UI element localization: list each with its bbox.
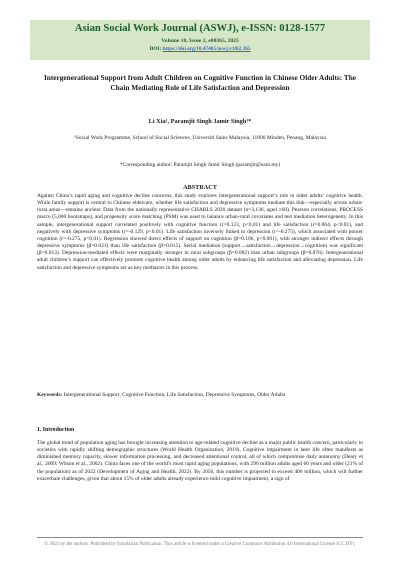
journal-doi bbox=[30, 46, 370, 52]
doi-label: DOI: bbox=[149, 46, 162, 52]
author-list: Li Xia¹, Paramjit Singh Jamir Singh¹* bbox=[148, 118, 252, 125]
journal-volume: Volume 10, Issue 2, e00365, 2025 bbox=[161, 38, 239, 44]
footer-divider bbox=[37, 537, 363, 538]
keywords-text: Intergenerational Support, Cognitive Function, Life Satisfaction, Depressive Symptoms, Older Adults bbox=[62, 392, 286, 398]
doi-link[interactable]: https://doi.org/10.47405/aswj.v10i2.365 bbox=[162, 46, 251, 52]
license-footer: © 2025 by the authors. Published by Scholarian Publication. This article is licensed under a Creative Commons Attribution 4.0 International License (CC BY). bbox=[44, 542, 356, 547]
keywords-line bbox=[37, 392, 363, 399]
corresponding-author: *Corresponding author: Paramjit Singh Jamir Singh (paramjit@usm.my) bbox=[119, 162, 281, 168]
paper-title: Intergenerational Support from Adult Children on Cognitive Function in Chinese Older Adults: The Chain Mediating Role of Life Satisfaction and Depression bbox=[43, 73, 357, 92]
keywords-label: Keywords: bbox=[37, 392, 63, 398]
abstract-heading: ABSTRACT bbox=[183, 184, 217, 191]
abstract-text: Against China’s rapid aging and cognitive decline concerns, this study explores intergenerational support’s role in older adults’ cognitive health. While family support is central to Chinese eldercare, whether life satisfaction and depressive symptoms mediate this link—especially across urban-rural areas—remains unclear. Data from the nationally representative CHARLS 2020 dataset (n=3,136, aged ≥60). Pearson correlations, PROCESS macro (5,000 bootstraps), and propensity score matching (PSM) was used to balance urban-rural covariates and test mediation heterogeneity. In this sample, intergenerational support correlated positively with cognitive function (r=0.123, p<0.01) and life satisfaction (r=0.064, p<0.01), and negatively with depressive symptoms (r=-0.129, p<0.01). Life satisfaction inversely linked to depression (r=-0.275), which associated with poorer cognition (r=-0.275, p<0.01). Regression showed direct effects of support on cognition (β=0.166, p<0.001), with stronger indirect effects through depressive symptoms (β=0.021) than life satisfaction (β=0.015). Serial mediation (support→satisfaction→depression→cognition) was significant (β=0.013). Depression-mediated effects were marginally stronger in rural subgroups (β=0.082) than urban subgroups (β=0.076). Intergenerational adult children’s support can effectively promote cognitive health among older adults by enhancing life satisfaction and alleviating depression. Life satisfaction and depressive symptoms act as key mediators in this process. bbox=[37, 193, 363, 271]
introduction-text: The global trend of population aging has brought increasing attention to age-related cognitive decline as a major public health concern, particularly in societies with rapidly shifting demographic structures (World Health Organization, 2019). Cognitive impairment in later life often manifests as diminished memory capacity, slower information processing, and decreased attentional control, all of which compromise daily autonomy (Deary et al., 2009; Wilson et al., 2002). China faces one of the world’s most rapid aging populations, with 296 million adults aged 60 years and older (21% of the population) as of 2022 (Development of Aging and Health, 2022). By 2050, this number is projected to exceed 400 million, which will further exacerbate challenges, given that about 15% of older adults already experience mild cognitive impairment, a sign of bbox=[37, 440, 363, 482]
journal-header-band bbox=[30, 20, 370, 60]
section-heading-introduction: 1. Introduction bbox=[37, 427, 75, 433]
author-affiliation: ¹Social Work Programme, School of Social Sciences, Universiti Sains Malaysia, 11800 Minden, Penang, Malaysia bbox=[74, 135, 326, 141]
journal-title: Asian Social Work Journal (ASWJ), e-ISSN: 0128-1577 bbox=[74, 23, 326, 34]
